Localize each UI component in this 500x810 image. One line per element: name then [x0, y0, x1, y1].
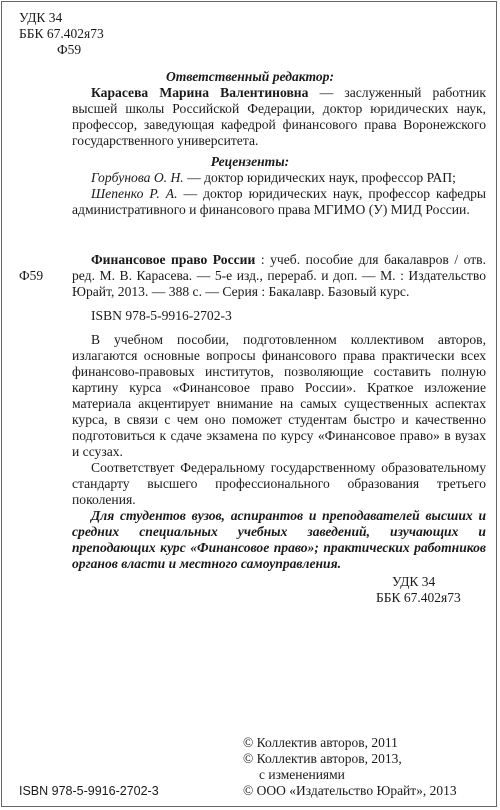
book-margin-mark: Ф59 — [19, 268, 44, 283]
udk-code: УДК 34 — [392, 574, 436, 589]
bbk-code: ББК 67.402я73 — [19, 26, 104, 41]
udk-code: УДК 34 — [19, 10, 63, 25]
footer-isbn: ISBN 978-5-9916-2702-3 — [19, 784, 159, 798]
audience-note: Для студентов вузов, аспирантов и преподавателей высших и средних специальных учебных заведений, изучающих и преподающих курс «Финансовое право»; практических работников органов власти и местного самоуправления. — [72, 508, 486, 571]
abstract-paragraph: В учебном пособии, подготовленном коллективом авторов, излагаются основные вопросы финансового права практически всех финансово-правовых институтов, позволяющие составить полную картину курса «Финансовое право России». Краткое изложение материала акцентирует внимание на самых существенных аспектах курса, в связи с чем оно поможет студентам быстро и качественно подготовиться к сдаче экзамена по курсу «Финансовое право» в вузах и ссузах. — [72, 332, 486, 459]
copyright-line: © ООО «Издательство Юрайт», 2013 — [243, 783, 457, 798]
reviewers-heading: Рецензенты: — [210, 154, 290, 169]
abstract-paragraph: Соответствует Федеральному государственному образовательному стандарту высшего профессионального образования третьего поколения. — [72, 460, 486, 507]
editor-description: — заслуженный работник высшей школы Российской Федерации, доктор юридических наук, профессор, заведующая кафедрой финансового права Воронежского государственного университета. — [72, 85, 486, 148]
reviewer-description: — доктор юридических наук, профессор РАП; — [183, 170, 456, 185]
reviewer-name: Шепенко Р. А. — [91, 186, 178, 201]
classification-block — [19, 10, 159, 58]
book-title: Финансовое право России — [91, 252, 256, 267]
bbk-code: ББК 67.402я73 — [376, 590, 461, 605]
reviewer-description: — доктор юридических наук, профессор кафедры административного и финансового права МГИМО (У) МИД России. — [72, 186, 486, 217]
copyright-line: © Коллектив авторов, 2013, — [243, 751, 402, 766]
editor-name: Карасева Марина Валентиновна — [91, 85, 309, 100]
reviewer-name: Горбунова О. Н. — [91, 170, 184, 185]
editor-paragraph — [72, 85, 486, 149]
reviewer-item — [72, 186, 486, 218]
book-description: : учеб. пособие для бакалавров / отв. ред. М. В. Карасева. — 5-е изд., перераб. и доп. — М. : Издательство Юрайт, 2013. — 388 с. — Серия : Бакалавр. Базовый курс. — [72, 252, 486, 299]
book-isbn: ISBN 978-5-9916-2702-3 — [91, 308, 232, 323]
editor-heading: Ответственный редактор: — [165, 69, 335, 84]
copyright-line: © Коллектив авторов, 2011 — [243, 735, 398, 750]
book-entry — [72, 252, 486, 300]
imprint-page — [1, 1, 497, 807]
author-mark: Ф59 — [57, 42, 82, 57]
bottom-classification — [376, 574, 486, 606]
reviewer-item — [72, 170, 486, 186]
copyright-line: с изменениями — [259, 767, 345, 782]
copyright-block — [243, 735, 493, 799]
